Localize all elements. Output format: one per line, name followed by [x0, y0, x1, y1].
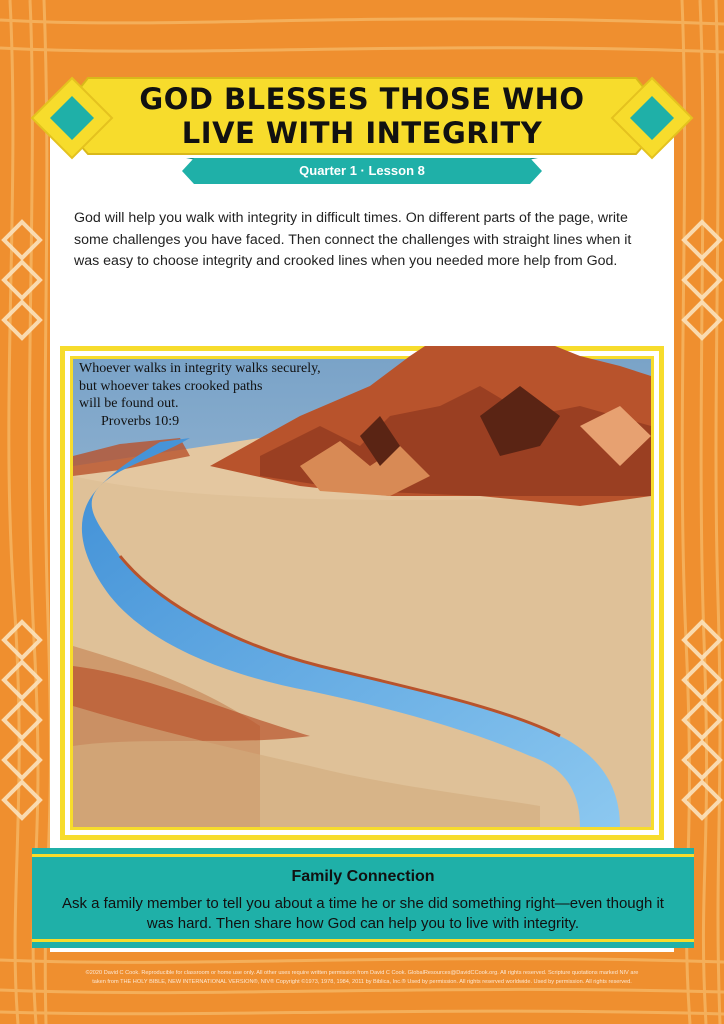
title-line-1: GOD BLESSES THOSE WHO — [139, 82, 585, 116]
verse-line-3: will be found out. — [79, 396, 179, 411]
footer-line-2: taken from THE HOLY BIBLE, NEW INTERNATIONAL VERSION®, NIV® Copyright ©1973, 1978, 1984, 2011 by Biblica, Inc.® Used by permission. All rights reserved worldwide. Used by permission. All rights reserved. — [92, 979, 632, 985]
lesson-subtitle: Quarter 1 · Lesson 8 — [299, 163, 425, 178]
verse-line-2: but whoever takes crooked paths — [79, 378, 263, 394]
footer-line-1: ©2020 David C Cook. Reproducible for classroom or home use only. All other uses require written permission from David C Cook. GlobalResources@DavidCCook.org. All rights reserved. Scripture quotations marked NIV are — [85, 970, 639, 976]
verse-line-1: Whoever walks in integrity walks securely, — [79, 361, 321, 376]
family-connection-title: Family Connection — [291, 868, 435, 885]
copyright-footer — [30, 969, 694, 987]
family-connection-text: Ask a family member to tell you about a time he or she did something right—even though it was hard. Then share how God can help you to live with integrity. — [62, 895, 664, 932]
instructions-text: God will help you walk with integrity in difficult times. On different parts of the page, write some challenges you have faced. Then connect the challenges with straight lines when it was easy to choose integrity and crooked lines when you needed more help from God. — [74, 210, 632, 269]
title-line-2: LIVE WITH INTEGRITY — [181, 116, 543, 150]
verse-reference: Proverbs 10:9 — [101, 413, 180, 429]
page-title — [130, 82, 594, 150]
scripture-verse — [79, 360, 369, 430]
